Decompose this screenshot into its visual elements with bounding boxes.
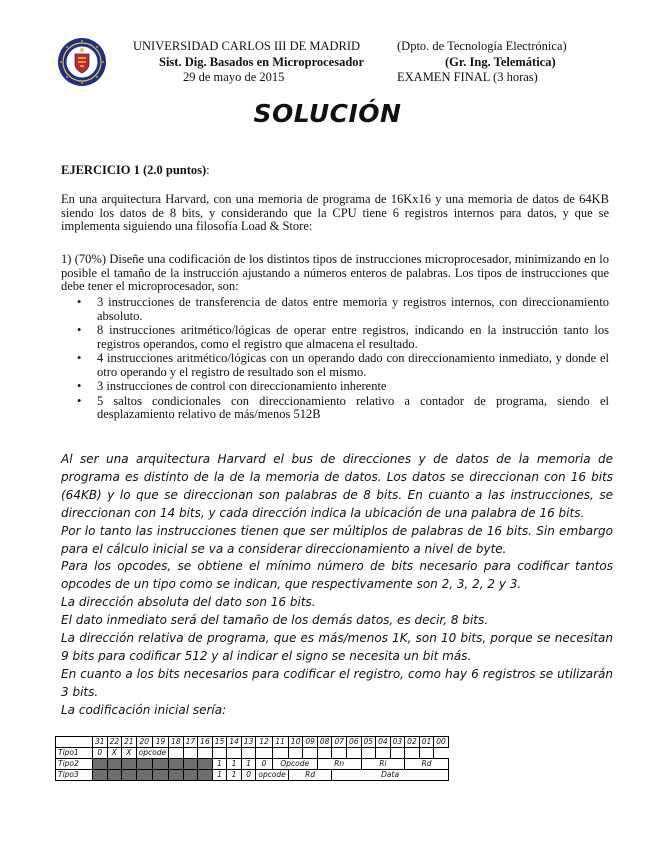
exercise-question: 1) (70%) Diseñe una codificación de los distintos tipos de instrucciones microprocesador, minimizando en lo posible el tamaño de la instrucción ajustando a números enteros de palabras. Los tipos de instrucciones que debe tener el microprocesador, son:	[61, 252, 609, 293]
bit-header: 14	[227, 737, 242, 748]
table-cell: 1	[212, 759, 227, 770]
exercise-heading-suffix: :	[206, 163, 210, 177]
table-cell: Data	[332, 770, 448, 781]
table-cell: Opcode	[272, 759, 317, 770]
table-cell: opcode	[256, 770, 288, 781]
list-item	[61, 296, 609, 323]
instruction-types-list	[61, 296, 609, 423]
table-header-row	[56, 737, 449, 748]
list-item-text: 3 instrucciones de transferencia de datos entre memoria y registros internos, con direccionamiento absoluto.	[97, 295, 609, 323]
bit-header: 04	[376, 737, 391, 748]
bit-header: 00	[434, 737, 449, 748]
bit-header: 21	[122, 737, 137, 748]
table-cell: 1	[212, 770, 227, 781]
bit-header: 20	[136, 737, 152, 748]
bit-header: 06	[346, 737, 361, 748]
list-item-text: 3 instrucciones de control con direccionamiento inherente	[97, 379, 387, 393]
table-cell: 0	[256, 759, 272, 770]
bit-header: 11	[272, 737, 288, 748]
bit-header: 09	[303, 737, 318, 748]
bit-header: 16	[198, 737, 213, 748]
row-label: Tipo3	[56, 770, 93, 781]
page-title: SOLUCIÓN	[253, 99, 402, 128]
table-cell: X	[122, 748, 137, 759]
row-label: Tipo1	[56, 748, 93, 759]
bit-header: 03	[390, 737, 405, 748]
instruction-encoding-table	[55, 736, 449, 781]
exercise-heading	[61, 163, 210, 178]
list-item-text: 4 instrucciones aritmético/lógicas con un operando dado con direccionamiento inmediato, y donde el otro operando y el registro de resultado son el mismo.	[97, 351, 609, 379]
exercise-intro: En una arquitectura Harvard, con una memoria de programa de 16Kx16 y una memoria de datos de 64KB siendo los datos de 8 bits, y considerando que la CPU tiene 6 registros internos para datos, y que se implementa siguiendo una filosofía Load & Store:	[61, 192, 609, 233]
bullet-icon: •	[77, 379, 82, 393]
university-seal-logo	[57, 37, 107, 87]
bit-header: 18	[169, 737, 184, 748]
table-row	[56, 770, 449, 781]
table-cell: 0	[241, 770, 256, 781]
list-item	[61, 395, 609, 422]
bit-header: 10	[288, 737, 303, 748]
solution-paragraph: En cuanto a los bits necesarios para codificar el registro, como hay 6 registros se utilizarán 3 bits.	[61, 666, 613, 699]
list-item-text: 5 saltos condicionales con direccionamiento relativo a contador de programa, siendo el desplazamiento relativo de más/menos 512B	[97, 393, 609, 421]
bit-header: 05	[361, 737, 376, 748]
table-cell: X	[107, 748, 122, 759]
bit-header: 13	[241, 737, 256, 748]
table-cell: 1	[227, 759, 242, 770]
table-row	[56, 748, 449, 759]
table-cell: Rn	[317, 759, 361, 770]
row-label: Tipo2	[56, 759, 93, 770]
exam-type: EXAMEN FINAL (3 horas)	[397, 70, 538, 84]
bit-header: 17	[183, 737, 198, 748]
course-name: Sist. Dig. Basados en Microprocesador	[159, 55, 365, 69]
solution-paragraph: El dato inmediato será del tamaño de los demás datos, es decir, 8 bits.	[61, 613, 489, 628]
list-item	[61, 352, 609, 379]
bit-header: 12	[256, 737, 272, 748]
bullet-icon: •	[77, 351, 82, 365]
university-name: UNIVERSIDAD CARLOS III DE MADRID	[133, 39, 361, 53]
table-cell: 1	[227, 770, 242, 781]
list-item	[61, 324, 609, 351]
solution-paragraph: Por lo tanto las instrucciones tienen que ser múltiplos de palabras de 16 bits. Sin embargo para el cálculo inicial se va a considerar direccionamiento a nivel de byte.	[61, 523, 613, 556]
bit-header: 02	[405, 737, 420, 748]
bit-header: 08	[317, 737, 332, 748]
table-row	[56, 759, 449, 770]
solution-paragraph: Al ser una arquitectura Harvard el bus de direcciones y de datos de la memoria de programa es distinto de la de la memoria de datos. Los datos se direccionan con 16 bits (64KB) y lo que se direccionan son palabras de 8 bits. En cuanto a las instrucciones, se direccionan con 14 bits, y cada dirección indica la ubicación de una palabra de 16 bits.	[61, 452, 613, 520]
table-cell: 1	[241, 759, 256, 770]
bit-header: 07	[332, 737, 347, 748]
bullet-icon: •	[77, 393, 82, 408]
degree-name: (Gr. Ing. Telemática)	[445, 55, 556, 69]
solution-paragraph: Para los opcodes, se obtiene el mínimo número de bits necesario para codificar tantos opcodes de un tipo como se indican, que respectivamente son 2, 3, 2, 2 y 3.	[61, 559, 613, 592]
bit-header: 19	[152, 737, 168, 748]
bit-header: 15	[212, 737, 227, 748]
list-item	[61, 380, 609, 394]
bullet-icon: •	[77, 323, 82, 337]
table-cell: Rd	[288, 770, 332, 781]
table-cell: Ri	[361, 759, 405, 770]
solution-paragraph: La dirección absoluta del dato son 16 bits.	[61, 595, 316, 610]
exam-date: 29 de mayo de 2015	[183, 70, 285, 84]
bit-header: 01	[419, 737, 434, 748]
solution-paragraph: La codificación inicial sería:	[61, 702, 227, 717]
exercise-heading-text: EJERCICIO 1 (2.0 puntos)	[61, 163, 207, 177]
table-cell: 0	[93, 748, 108, 759]
table-cell: Rd	[405, 759, 449, 770]
solution-text	[61, 451, 613, 720]
bit-header: 22	[107, 737, 122, 748]
bullet-icon: •	[77, 295, 82, 309]
solution-paragraph: La dirección relativa de programa, que es más/menos 1K, son 10 bits, porque se necesitan 9 bits para codificar 512 y al indicar el signo se necesita un bit más.	[61, 631, 613, 663]
department-name: (Dpto. de Tecnología Electrónica)	[397, 39, 567, 53]
bit-header: 31	[93, 737, 108, 748]
list-item-text: 8 instrucciones aritmético/lógicas de operar entre registros, indicando en la instrucción tanto los registros operandos, como el registro que almacena el resultado.	[97, 323, 609, 351]
table-cell: opcode	[136, 748, 168, 759]
